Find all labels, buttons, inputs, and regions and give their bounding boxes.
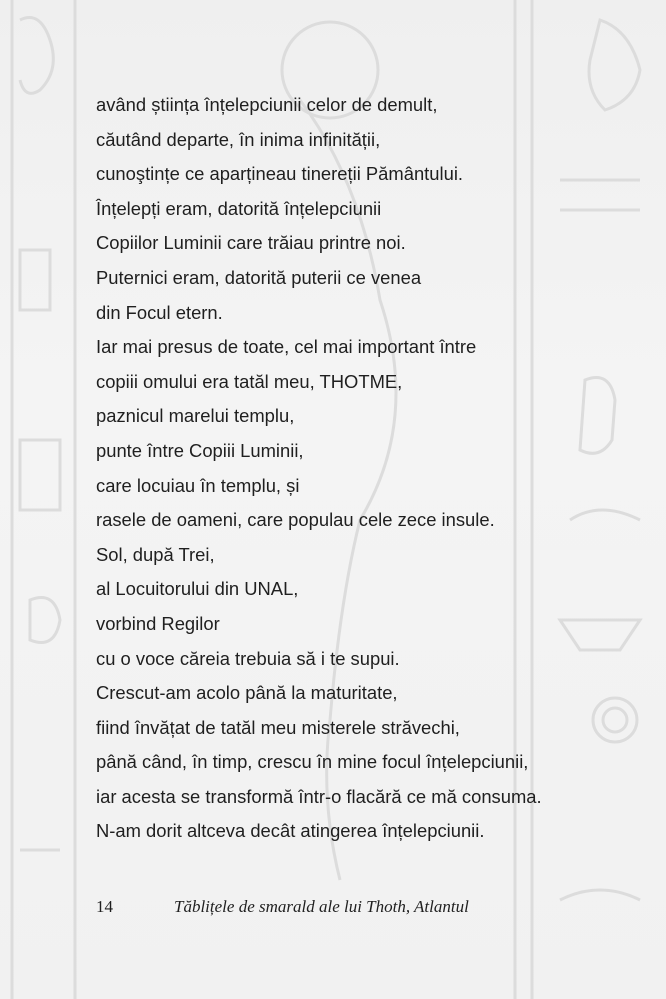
verse-line: cu o voce căreia trebuia să i te supui. [96,647,400,669]
ibis-glyph [20,18,53,94]
relief-block-glyph [20,440,60,510]
verse-line: Sol, după Trei, [96,543,215,565]
verse-line: fiind învățat de tatăl meu misterele străvechi, [96,716,460,738]
verse-line: rasele de oameni, care populau cele zece insule. [96,509,495,531]
verse-line: copiii omului era tatăl meu, THOTME, [96,370,403,392]
verse-line: până când, în timp, crescu în mine focul înțelepciunii, [96,751,529,773]
verse-line: Copiilor Luminii care trăiau printre noi. [96,232,406,254]
verse-line: Crescut-am acolo până la maturitate, [96,682,398,704]
page-footer [96,897,576,923]
verse-line: Înțelepți eram, datorită înțelepciunii [96,197,382,219]
relief-head-glyph [30,598,60,643]
verse-line: având știința înțelepciunii celor de demult, [96,94,438,115]
verse-line: al Locuitorului din UNAL, [96,578,299,600]
verse-line: vorbind Regilor [96,612,220,634]
verse-line: Iar mai presus de toate, cel mai important între [96,336,477,358]
verse-line: care locuiau în templu, și [96,474,300,496]
page-number: 14 [96,897,113,916]
verse-line: căutând departe, în inima infinității, [96,128,381,150]
verse-line: din Focul etern. [96,301,223,323]
verse-line: paznicul marelui templu, [96,405,295,427]
verse-text [96,88,616,849]
verse-line: N-am dorit altceva decât atingerea înțelepciunii. [96,820,485,842]
running-title: Tăblițele de smarald ale lui Thoth, Atlantul [174,897,469,916]
verse-line: iar acesta se transformă într-o flacără ce mă consuma. [96,785,542,807]
verse-line: Puternici eram, datorită puterii ce venea [96,266,422,288]
relief-block-glyph [20,250,50,310]
verse-line: punte între Copiii Luminii, [96,439,304,461]
verse-line: cunoştințe ce aparțineau tinereții Pământului. [96,163,464,185]
